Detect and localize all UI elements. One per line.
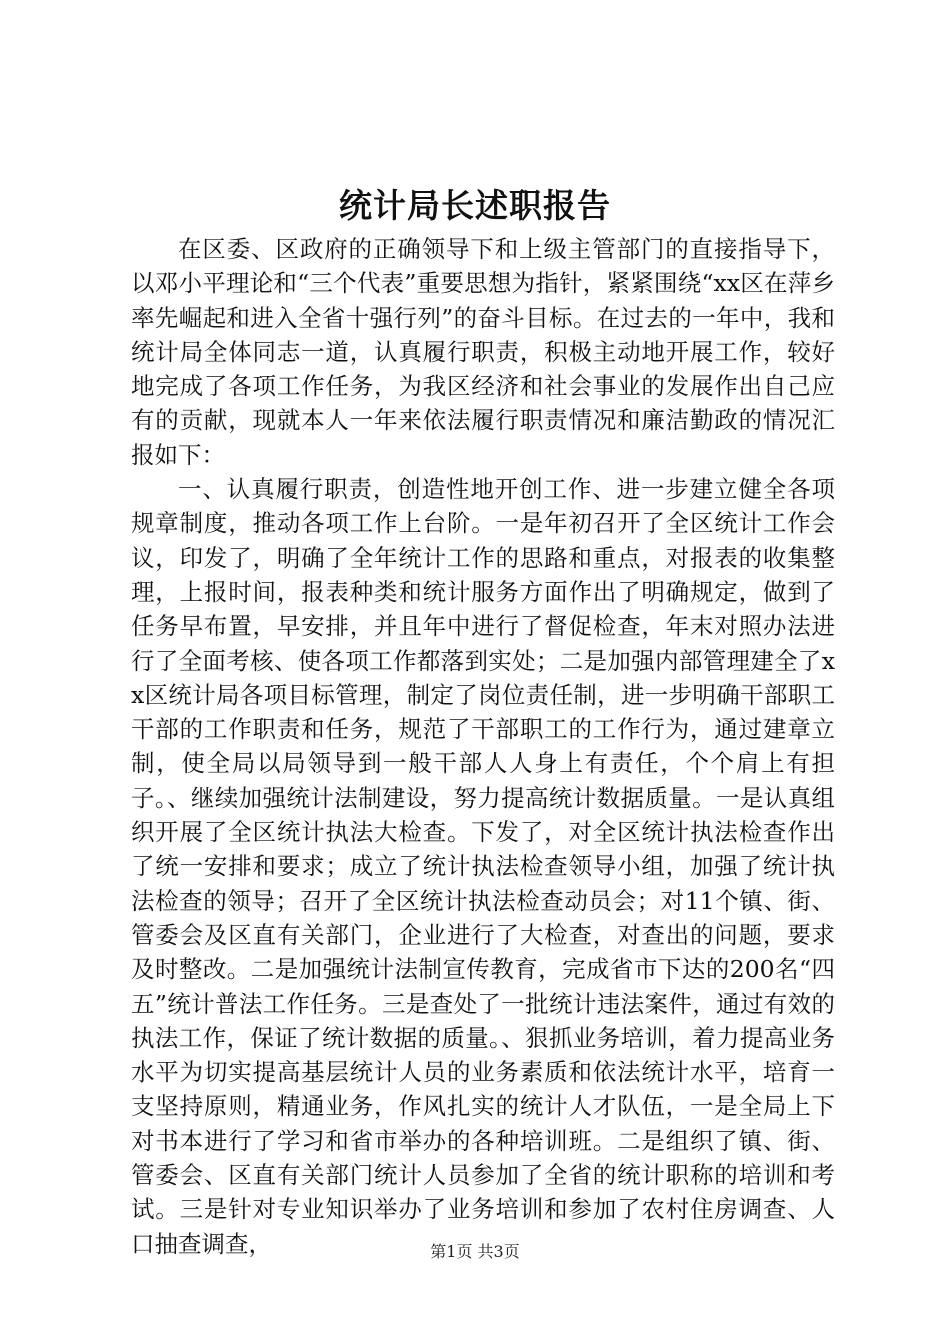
page-number-footer: 第1页 共3页 (430, 1242, 520, 1261)
document-title: 统计局长述职报告 (339, 186, 611, 225)
document-body (131, 232, 835, 1261)
paragraph-section-one: 一、认真履行职责，创造性地开创工作、进一步建立健全各项规章制度，推动各项工作上台阶。一是年初召开了全区统计工作会议，印发了，明确了全年统计工作的思路和重点，对报表的收集整理，上报时间，报表种类和统计服务方面作出了明确规定，做到了任务早布置，早安排，并且年中进行了督促检查，年末对照办法进行了全面考核、使各项工作都落到实处；二是加强内部管理建全了xx区统计局各项目标管理，制定了岗位责任制，进一步明确干部职工干部的工作职责和任务，规范了干部职工的工作行为，通过建章立制，使全局以局领导到一般干部人人身上有责任，个个肩上有担子。、继续加强统计法制建设，努力提高统计数据质量。一是认真组织开展了全区统计执法大检查。下发了，对全区统计执法检查作出了统一安排和要求；成立了统计执法检查领导小组，加强了统计执法检查的领导；召开了全区统计执法检查动员会；对11个镇、街、管委会及区直有关部门，企业进行了大检查，对查出的问题，要求及时整改。二是加强统计法制宣传教育，完成省市下达的200名“四五”统计普法工作任务。三是查处了一批统计违法案件，通过有效的执法工作，保证了统计数据的质量。、狠抓业务培训，着力提高业务水平为切实提高基层统计人员的业务素质和依法统计水平，培育一支坚持原则，精通业务，作风扎实的统计人才队伍，一是全局上下对书本进行了学习和省市举办的各种培训班。二是组织了镇、街、管委会、区直有关部门统计人员参加了全省的统计职称的培训和考试。三是针对专业知识举办了业务培训和参加了农村住房调查、人口抽查调查， (131, 475, 835, 1258)
paragraph-intro: 在区委、区政府的正确领导下和上级主管部门的直接指导下，以邓小平理论和“三个代表”重要思想为指针，紧紧围绕“xx区在萍乡率先崛起和进入全省十强行列”的奋斗目标。在过去的一年中，我和统计局全体同志一道，认真履行职责，积极主动地开展工作，较好地完成了各项工作任务，为我区经济和社会事业的发展作出自己应有的贡献，现就本人一年来依法履行职责情况和廉洁勤政的情况汇报如下： (131, 235, 835, 469)
